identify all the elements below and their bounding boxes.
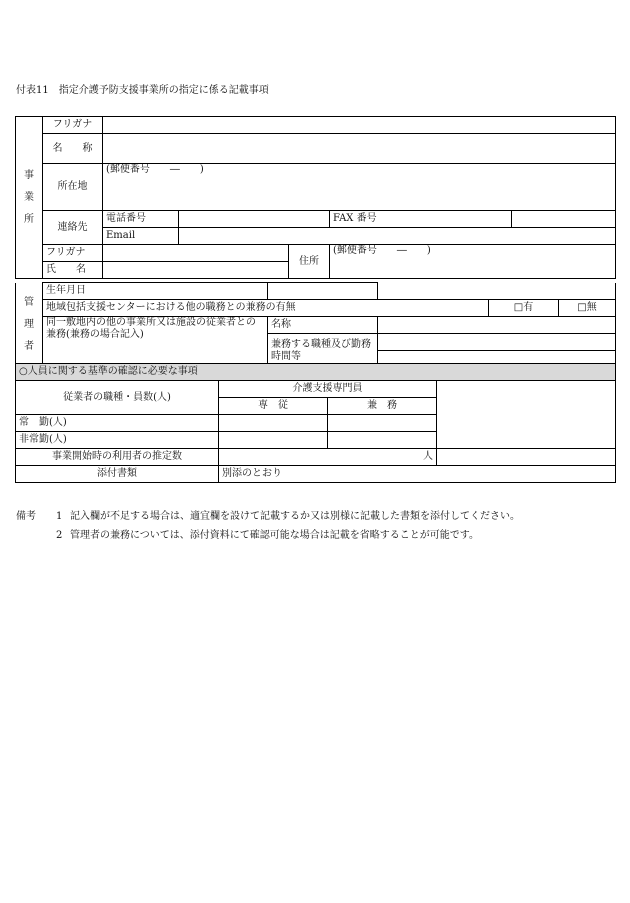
staffing-table — [15, 363, 616, 483]
manager-duties-field[interactable] — [378, 334, 616, 351]
office-fax-field[interactable] — [512, 211, 616, 228]
staffing-concurrent-label: 兼 務 — [328, 398, 437, 415]
manager-concurrent-center-label: 地域包括支援センターにおける他の職務との兼務の有無 — [43, 300, 489, 317]
remark-row-2 — [16, 526, 520, 545]
staffing-parttime-dedicated-field[interactable] — [219, 432, 328, 449]
remarks-label: 備考 — [16, 511, 36, 522]
manager-concurrent-no[interactable]: □無 — [559, 300, 616, 317]
office-furigana-field[interactable] — [103, 117, 616, 134]
staffing-job-count-label: 従業者の職種・員数(人) — [16, 381, 219, 415]
remark-row-1 — [16, 507, 520, 526]
office-furigana-label: フリガナ — [43, 117, 103, 134]
manager-postal-label: (郵便番号 ― ) — [333, 245, 431, 256]
remarks — [16, 507, 520, 545]
remark-text: 記入欄が不足する場合は、適宜欄を設けて記載するか又は別様に記載した書類を添付してください。 — [70, 511, 520, 522]
office-name-field[interactable] — [103, 134, 616, 164]
manager-furigana-field[interactable] — [103, 245, 289, 262]
manager-address-label: 住所 — [289, 245, 330, 279]
office-name-label: 名 称 — [43, 134, 103, 164]
manager-name-label: 氏 名 — [43, 262, 103, 279]
manager-duties-hours-label: 兼務する職種及び勤務時間等 — [268, 334, 378, 368]
manager-same-site-name-label: 名称 — [268, 317, 378, 334]
manager-concurrent-yes[interactable]: □有 — [489, 300, 559, 317]
remark-number: 2 — [56, 530, 63, 541]
staffing-parttime-concurrent-field[interactable] — [328, 432, 437, 449]
manager-staffing-table — [15, 282, 616, 368]
persons-unit: 人 — [423, 451, 433, 463]
office-email-label: Email — [103, 228, 179, 245]
office-phone-field[interactable] — [179, 211, 330, 228]
staffing-parttime-label: 非常勤(人) — [16, 432, 219, 449]
office-contact-label: 連絡先 — [43, 211, 103, 245]
registration-form-table — [15, 116, 616, 279]
staffing-attachments-label: 添付書類 — [16, 466, 219, 483]
staffing-estimated-users-label: 事業開始時の利用者の推定数 — [16, 449, 219, 466]
office-email-field[interactable] — [179, 228, 616, 245]
office-section-label: 事 業 所 — [16, 117, 43, 279]
staffing-fulltime-label: 常 勤(人) — [16, 415, 219, 432]
page-title: 付表11 指定介護予防支援事業所の指定に係る記載事項 — [16, 85, 269, 96]
manager-birthdate-field[interactable] — [268, 283, 378, 300]
staffing-dedicated-label: 専 従 — [219, 398, 328, 415]
manager-section-label: 管 理 者 — [16, 283, 43, 368]
staffing-fulltime-dedicated-field[interactable] — [219, 415, 328, 432]
manager-address-field[interactable] — [330, 245, 616, 279]
staffing-attachments-value: 別添のとおり — [219, 466, 616, 483]
manager-same-site-label: 同一敷地内の他の事業所又は施設の従業者との兼務(兼務の場合記入) — [43, 317, 268, 368]
manager-furigana-label: フリガナ — [43, 245, 103, 262]
manager-birthdate-label: 生年月日 — [43, 283, 268, 300]
staffing-fulltime-concurrent-field[interactable] — [328, 415, 437, 432]
office-address-label: 所在地 — [43, 164, 103, 211]
office-postal-label: (郵便番号 ― ) — [106, 164, 204, 175]
manager-name-field[interactable] — [103, 262, 289, 279]
office-phone-label: 電話番号 — [103, 211, 179, 228]
office-fax-label: FAX 番号 — [330, 211, 512, 228]
remark-number: 1 — [56, 511, 63, 522]
remark-text: 管理者の兼務については、添付資料にて確認可能な場合は記載を省略することが可能です。 — [70, 530, 479, 541]
staffing-estimated-users-field[interactable] — [219, 449, 437, 466]
staffing-specialist-label: 介護支援専門員 — [219, 381, 437, 398]
manager-same-site-name-field[interactable] — [378, 317, 616, 334]
office-address-field[interactable] — [103, 164, 616, 211]
staffing-section-title: ○人員に関する基準の確認に必要な事項 — [16, 364, 616, 381]
